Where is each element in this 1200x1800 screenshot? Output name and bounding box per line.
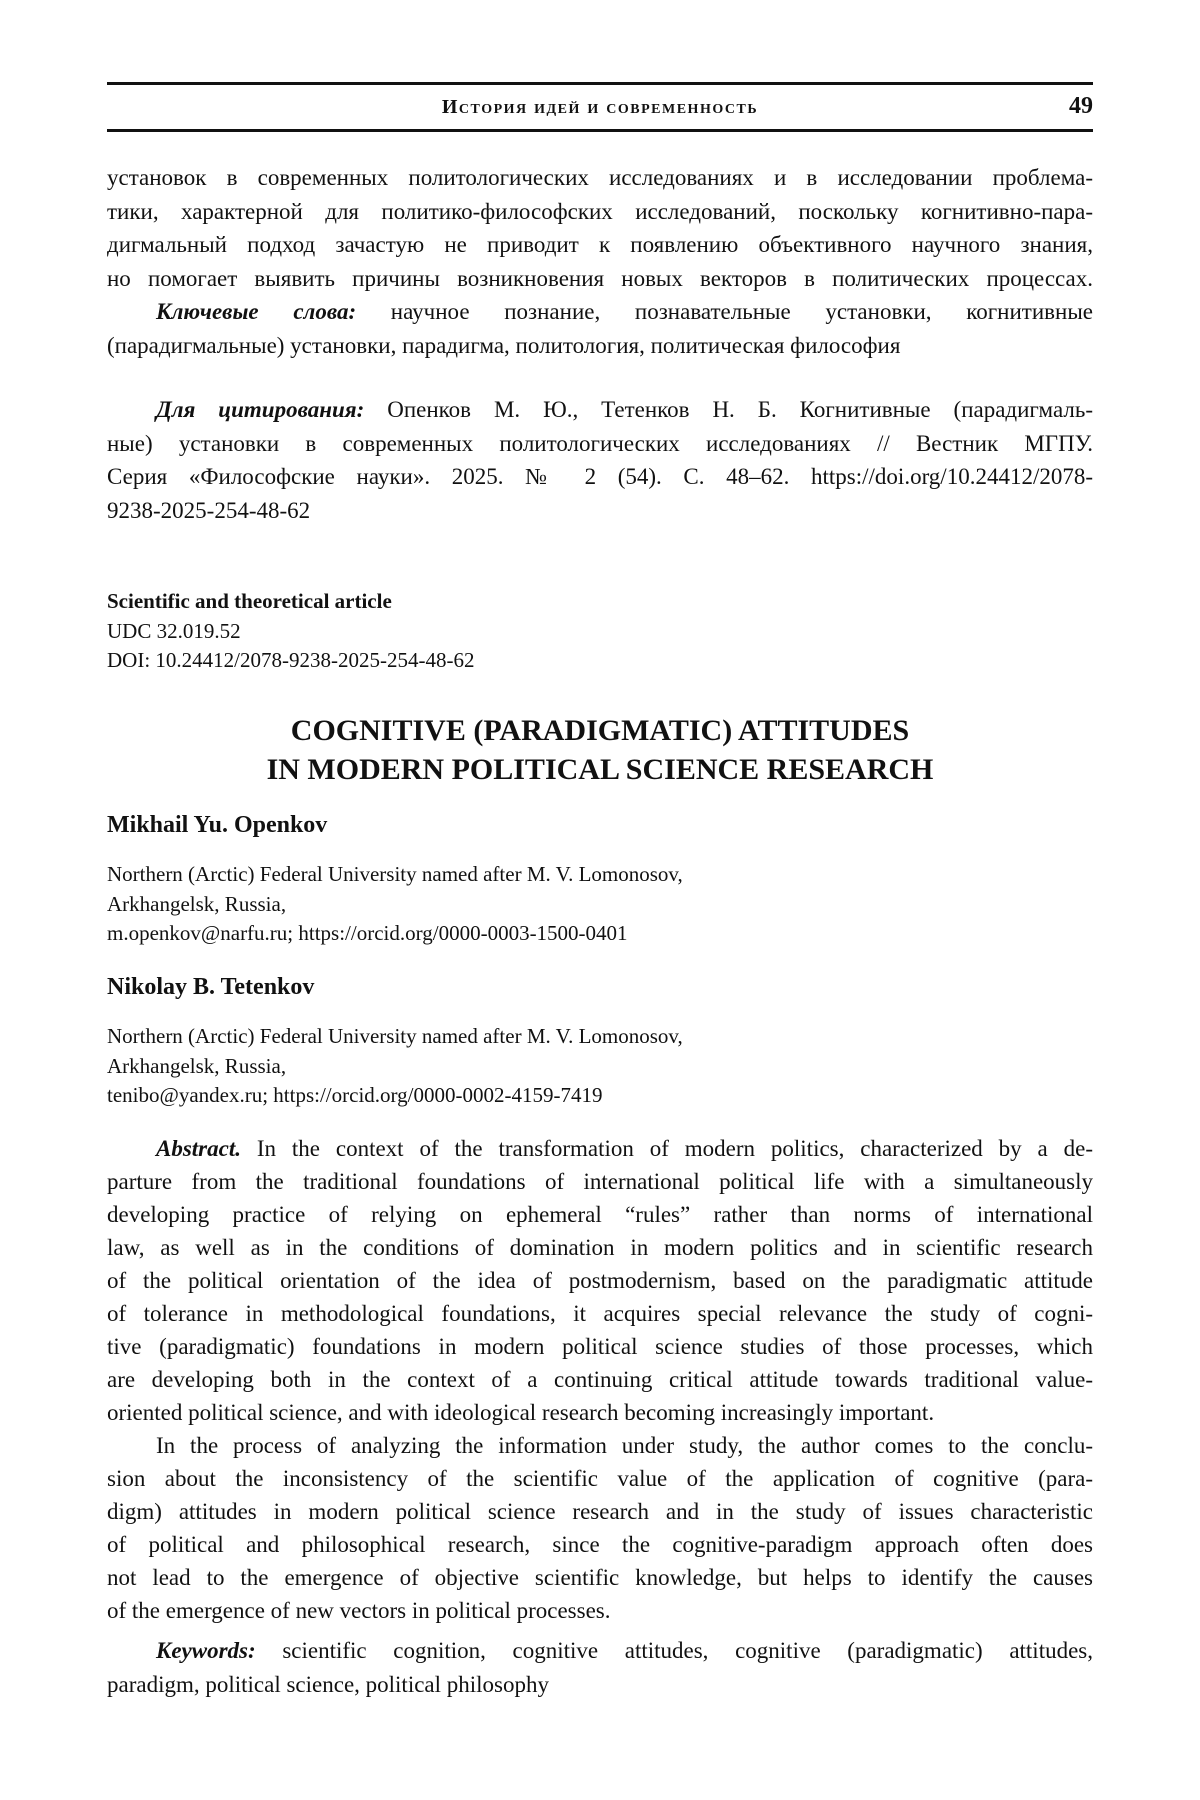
header-top-rule <box>107 82 1093 85</box>
text-line: oriented political science, and with ideological research becoming increasingly important. <box>107 1396 1093 1429</box>
title-line: COGNITIVE (PARADIGMATIC) ATTITUDES <box>0 711 1200 750</box>
text-line: но помогает выявить причины возникновения новых векторов в политических процессах. <box>107 262 1093 296</box>
text-line <box>107 1634 1093 1668</box>
text-line: установок в современных политологических исследованиях и в исследовании проблема- <box>107 161 1093 195</box>
text-line: of political and philosophical research, since the cognitive-paradigm approach often does <box>107 1528 1093 1561</box>
text-line: of the emergence of new vectors in political processes. <box>107 1594 1093 1627</box>
journal-section-title: История идей и современность <box>107 96 1093 119</box>
keywords-label: Keywords: <box>156 1638 256 1663</box>
text-line: Northern (Arctic) Federal University named after M. V. Lomonosov, <box>107 1022 1093 1052</box>
text-line: ные) установки в современных политологических исследованиях // Вестник МГПУ. <box>107 427 1093 461</box>
abstract-text: In the context of the transformation of modern politics, characterized by a de- <box>241 1136 1093 1161</box>
text-line: developing practice of relying on ephemeral “rules” rather than norms of international <box>107 1198 1093 1231</box>
running-header <box>107 96 1093 124</box>
article-type: Scientific and theoretical article <box>107 587 1093 617</box>
article-title <box>0 711 1200 789</box>
keywords-label: Ключевые слова: <box>156 299 356 324</box>
text-line: paradigm, political science, political philosophy <box>107 1668 1093 1702</box>
keywords-text: scientific cognition, cognitive attitudes, cognitive (paradigmatic) attitudes, <box>256 1638 1093 1663</box>
text-line: digm) attitudes in modern political science research and in the study of issues characteristic <box>107 1495 1093 1528</box>
text-line: Arkhangelsk, Russia, <box>107 1052 1093 1082</box>
russian-keywords <box>107 295 1093 362</box>
text-line: 9238-2025-254-48-62 <box>107 494 1093 528</box>
text-line: (парадигмальные) установки, парадигма, политология, политическая философия <box>107 329 1093 363</box>
doi: DOI: 10.24412/2078-9238-2025-254-48-62 <box>107 646 1093 676</box>
header-bottom-rule <box>107 129 1093 132</box>
text-line: Northern (Arctic) Federal University named after M. V. Lomonosov, <box>107 860 1093 890</box>
author-affiliation <box>107 860 1093 949</box>
text-line <box>107 295 1093 329</box>
abstract-label: Abstract. <box>156 1136 241 1161</box>
text-line: of tolerance in methodological foundations, it acquires special relevance the study of cogni- <box>107 1297 1093 1330</box>
text-line: Серия «Философские науки». 2025. № 2 (54). С. 48–62. https://doi.org/10.24412/2078- <box>107 460 1093 494</box>
text-line: of the political orientation of the idea of postmodernism, based on the paradigmatic attitude <box>107 1264 1093 1297</box>
article-meta <box>107 587 1093 676</box>
text-line: дигмальный подход зачастую не приводит к появлению объективного научного знания, <box>107 228 1093 262</box>
text-line: law, as well as in the conditions of domination in modern politics and in scientific research <box>107 1231 1093 1264</box>
text-line: m.openkov@narfu.ru; https://orcid.org/0000-0003-1500-0401 <box>107 919 1093 949</box>
text-line: тики, характерной для политико-философских исследований, поскольку когнитивно-пара- <box>107 195 1093 229</box>
text-line: Arkhangelsk, Russia, <box>107 890 1093 920</box>
title-line: IN MODERN POLITICAL SCIENCE RESEARCH <box>0 750 1200 789</box>
text-line: not lead to the emergence of objective scientific knowledge, but helps to identify the causes <box>107 1561 1093 1594</box>
author-name: Nikolay B. Tetenkov <box>107 974 1093 1001</box>
abstract <box>107 1132 1093 1627</box>
udc: UDC 32.019.52 <box>107 617 1093 647</box>
page-number: 49 <box>1069 93 1093 120</box>
keywords-text: научное познание, познавательные установки, когнитивные <box>356 299 1093 324</box>
author-name: Mikhail Yu. Openkov <box>107 812 1093 839</box>
citation-text: Опенков М. Ю., Тетенков Н. Б. Когнитивные (парадигмаль- <box>364 397 1093 422</box>
text-line <box>107 393 1093 427</box>
citation-label: Для цитирования: <box>156 397 364 422</box>
russian-abstract-ending <box>107 161 1093 295</box>
text-line: In the process of analyzing the information under study, the author comes to the conclu- <box>107 1429 1093 1462</box>
text-line: tive (paradigmatic) foundations in modern political science studies of those processes, which <box>107 1330 1093 1363</box>
text-line: are developing both in the context of a continuing critical attitude towards traditional value- <box>107 1363 1093 1396</box>
text-line: parture from the traditional foundations of international political life with a simultaneously <box>107 1165 1093 1198</box>
keywords <box>107 1634 1093 1701</box>
author-affiliation <box>107 1022 1093 1111</box>
text-line: sion about the inconsistency of the scientific value of the application of cognitive (para- <box>107 1462 1093 1495</box>
text-line <box>107 1132 1093 1165</box>
text-line: tenibo@yandex.ru; https://orcid.org/0000-0002-4159-7419 <box>107 1081 1093 1111</box>
citation <box>107 393 1093 527</box>
